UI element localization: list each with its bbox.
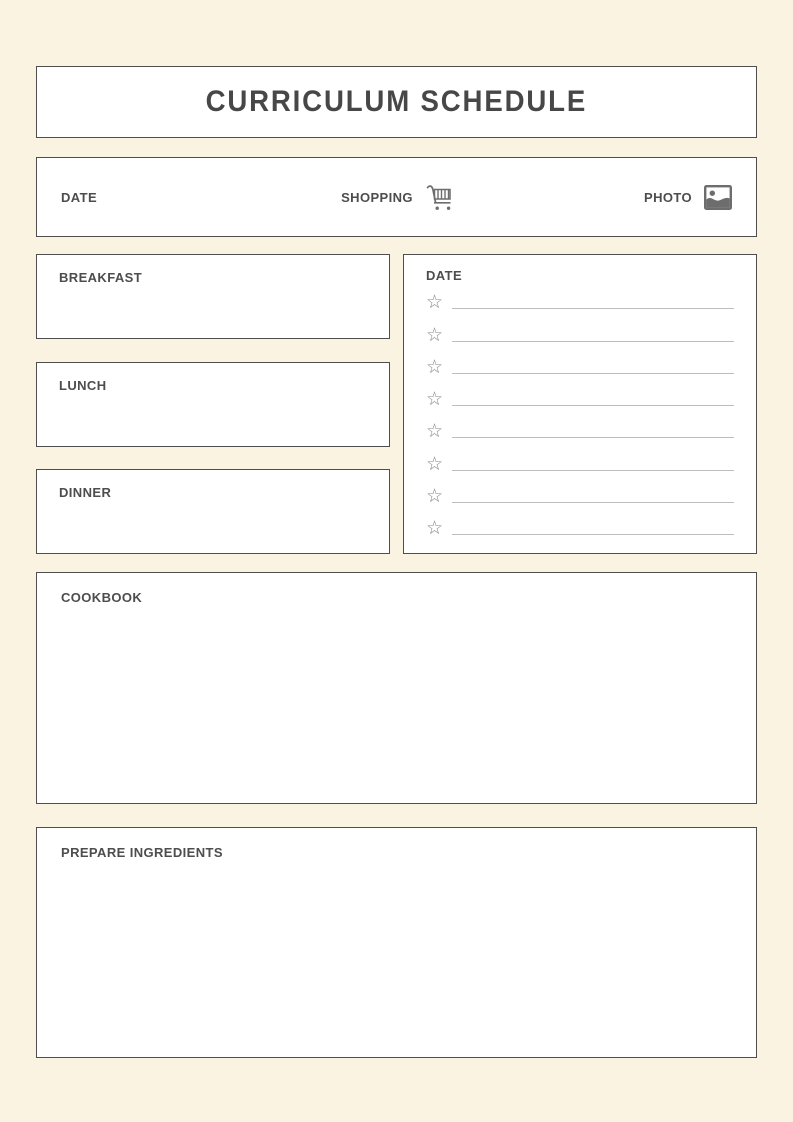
- page-title: CURRICULUM SCHEDULE: [205, 85, 588, 118]
- star-icon[interactable]: ☆: [426, 355, 444, 378]
- dinner-label: DINNER: [59, 485, 112, 500]
- date-list-row: [426, 382, 734, 414]
- date-write-line[interactable]: [452, 405, 734, 406]
- star-icon[interactable]: ☆: [426, 484, 444, 507]
- star-icon[interactable]: ☆: [426, 388, 444, 410]
- lunch-label: LUNCH: [59, 377, 107, 393]
- breakfast-box[interactable]: [36, 254, 390, 339]
- middle-row: [36, 254, 757, 554]
- date-field[interactable]: [61, 190, 285, 205]
- meals-column: [36, 254, 390, 554]
- date-write-line[interactable]: [452, 437, 734, 438]
- date-write-line[interactable]: [452, 502, 734, 503]
- shopping-cart-icon: [425, 182, 452, 212]
- date-row-list: [426, 285, 734, 543]
- lunch-box[interactable]: [36, 362, 390, 447]
- date-label: DATE: [61, 189, 98, 205]
- cookbook-write-area[interactable]: [61, 607, 732, 726]
- star-icon[interactable]: ☆: [426, 291, 444, 314]
- date-write-line[interactable]: [452, 308, 734, 309]
- star-icon[interactable]: ☆: [426, 323, 444, 346]
- prepare-write-area[interactable]: [61, 862, 732, 980]
- cookbook-box[interactable]: [36, 572, 757, 804]
- photo-field[interactable]: [508, 185, 732, 210]
- prepare-ingredients-label: PREPARE INGREDIENTS: [61, 845, 223, 860]
- date-list-row: [426, 446, 734, 478]
- date-list-row: [426, 414, 734, 446]
- shopping-field[interactable]: [285, 182, 509, 212]
- photo-image-icon: [704, 185, 732, 210]
- star-icon[interactable]: ☆: [426, 420, 444, 443]
- title-panel: [36, 66, 757, 138]
- date-write-line[interactable]: [452, 470, 734, 471]
- date-write-line[interactable]: [452, 373, 734, 374]
- star-icon[interactable]: ☆: [426, 452, 444, 475]
- date-list-label: DATE: [426, 268, 463, 283]
- date-list-row: [426, 479, 734, 511]
- date-write-line[interactable]: [452, 341, 734, 342]
- dinner-box[interactable]: [36, 469, 390, 554]
- date-write-line[interactable]: [452, 534, 734, 535]
- date-list-row: [426, 350, 734, 382]
- date-list-row: [426, 511, 734, 543]
- breakfast-label: BREAKFAST: [59, 270, 143, 285]
- info-bar-panel: [36, 157, 757, 237]
- cookbook-label: COOKBOOK: [61, 590, 143, 605]
- shopping-label: SHOPPING: [341, 189, 413, 205]
- date-list-row: [426, 285, 734, 317]
- photo-label: PHOTO: [644, 189, 693, 205]
- prepare-ingredients-box[interactable]: [36, 827, 757, 1058]
- date-list-panel: [403, 254, 757, 554]
- date-list-row: [426, 317, 734, 349]
- star-icon[interactable]: ☆: [426, 517, 444, 539]
